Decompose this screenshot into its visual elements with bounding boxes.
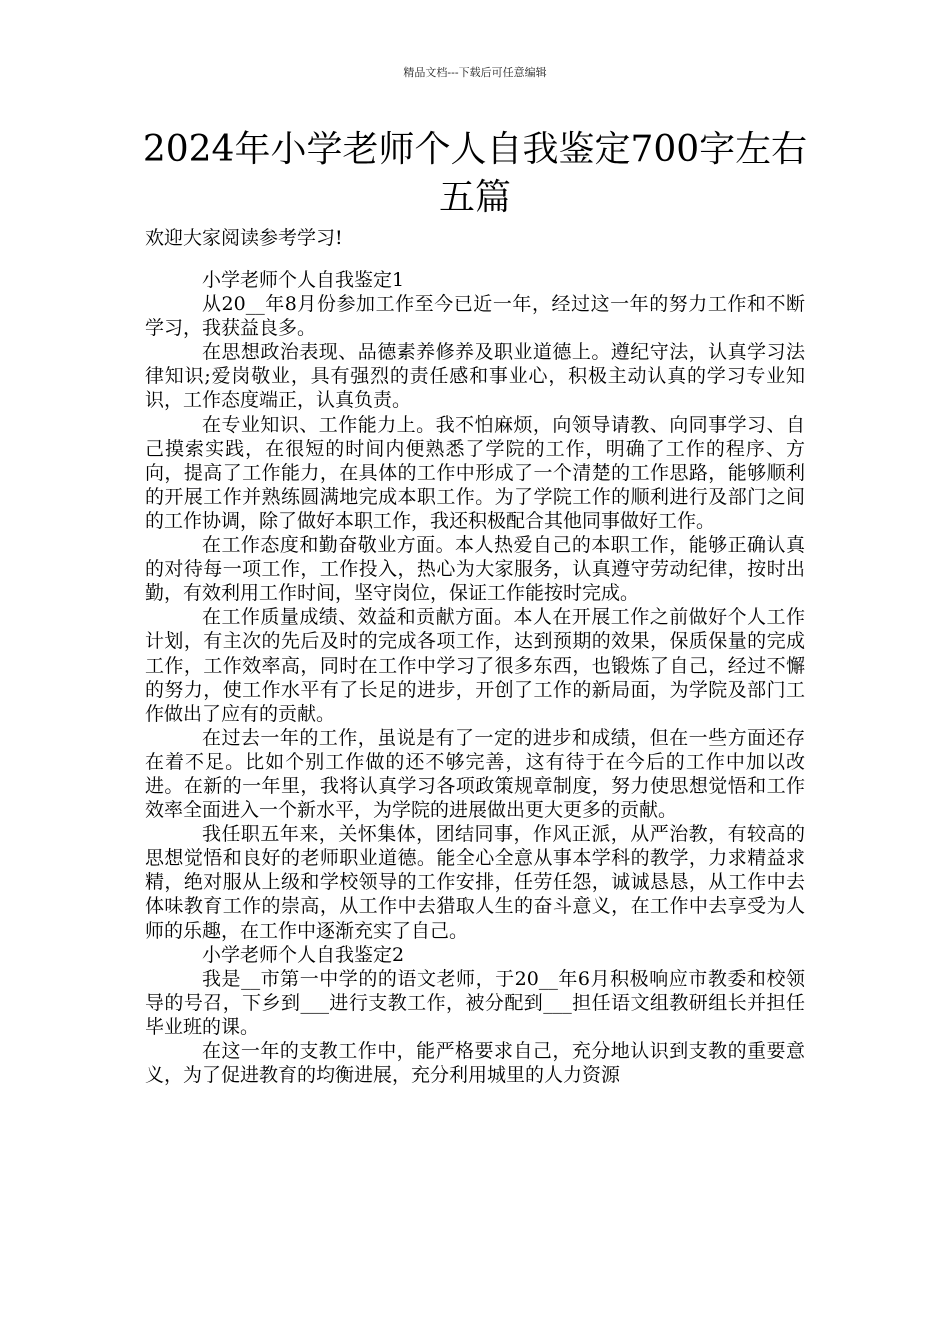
paragraph: 在思想政治表现、品德素养修养及职业道德上。遵纪守法，认真学习法律知识;爱岗敬业，具有强烈的责任感和事业心，积极主动认真的学习专业知识，工作态度端正，认真负责。 [145,341,805,412]
document-body [145,268,805,1087]
paragraph: 在过去一年的工作，虽说是有了一定的进步和成绩，但在一些方面还存在着不足。比如个别工作做的还不够完善，这有待于在今后的工作中加以改进。在新的一年里，我将认真学习各项政策规章制度，努力使思想觉悟和工作效率全面进入一个新水平，为学院的进展做出更大更多的贡献。 [145,726,805,822]
title-line-2: 五篇 [438,177,511,218]
section-heading: 小学老师个人自我鉴定1 [202,269,405,291]
title-line-1: 2024年小学老师个人自我鉴定700字左右 [142,129,808,170]
paragraph: 从20__年8月份参加工作至今已近一年，经过这一年的努力工作和不断学习，我获益良多。 [145,293,805,340]
paragraph: 我是__市第一中学的的语文老师，于20__年6月积极响应市教委和校领导的号召，下乡到___进行支教工作，被分配到___担任语文组教研组长并担任毕业班的课。 [145,967,805,1038]
welcome-text: 欢迎大家阅读参考学习! [145,227,343,249]
header-note: 精品文档---下载后可任意编辑 [403,66,547,79]
paragraph: 在这一年的支教工作中，能严格要求自己，充分地认识到支教的重要意义，为了促进教育的均衡进展，充分利用城里的人力资源 [145,1040,805,1087]
document-title [140,126,810,222]
paragraph: 我任职五年来，关怀集体，团结同事，作风正派，从严治教，有较高的思想觉悟和良好的老师职业道德。能全心全意从事本学科的教学，力求精益求精，绝对服从上级和学校领导的工作安排，任劳任怨，诚诚恳恳，从工作中去体味教育工作的崇高，从工作中去猎取人生的奋斗意义，在工作中去享受为人师的乐趣，在工作中逐渐充实了自己。 [145,823,805,942]
paragraph: 在工作质量成绩、效益和贡献方面。本人在开展工作之前做好个人工作计划，有主次的先后及时的完成各项工作，达到预期的效果，保质保量的完成工作，工作效率高，同时在工作中学习了很多东西，也锻炼了自己，经过不懈的努力，使工作水平有了长足的进步，开创了工作的新局面，为学院及部门工作做出了应有的贡献。 [145,606,805,725]
paragraph: 在专业知识、工作能力上。我不怕麻烦，向领导请教、向同事学习、自己摸索实践，在很短的时间内便熟悉了学院的工作，明确了工作的程序、方向，提高了工作能力，在具体的工作中形成了一个清楚的工作思路，能够顺利的开展工作并熟练圆满地完成本职工作。为了学院工作的顺利进行及部门之间的工作协调，除了做好本职工作，我还积极配合其他同事做好工作。 [145,413,805,532]
section-heading: 小学老师个人自我鉴定2 [202,943,405,966]
paragraph: 在工作态度和勤奋敬业方面。本人热爱自己的本职工作，能够正确认真的对待每一项工作，工作投入，热心为大家服务，认真遵守劳动纪律，按时出勤，有效利用工作时间，坚守岗位，保证工作能按时完成。 [145,534,805,605]
